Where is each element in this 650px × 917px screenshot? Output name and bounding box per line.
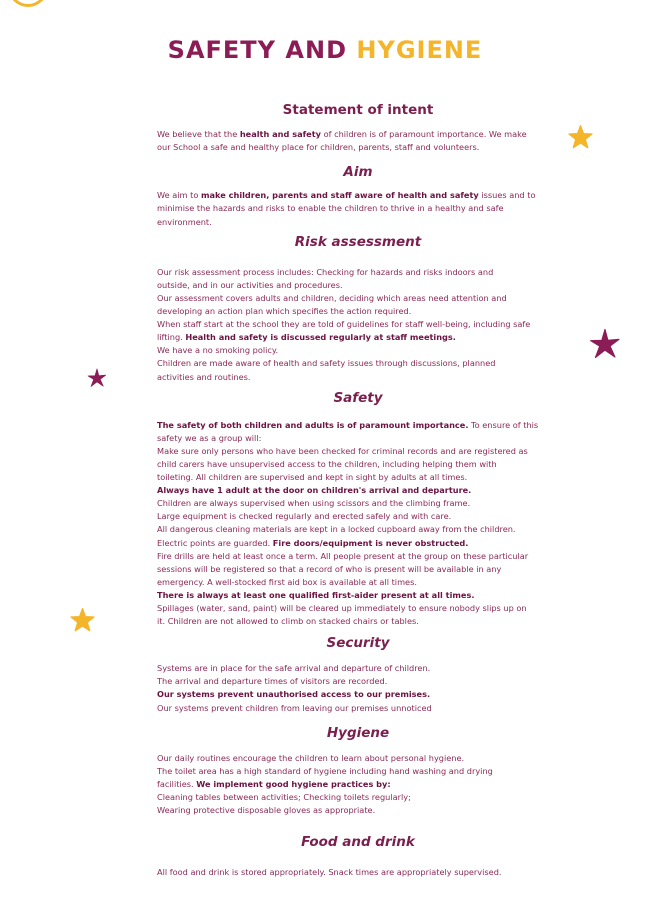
body-line — [157, 563, 529, 576]
body-line — [157, 866, 529, 879]
bold-text: We implement good hygiene practices by: — [196, 778, 391, 789]
text-run: Make sure only persons who have been checked for criminal records and are registered as — [157, 445, 528, 456]
text-run: Large equipment is checked regularly and erected safely and with care. — [157, 511, 452, 522]
text-run: of children is of paramount importance. We make — [320, 129, 527, 140]
text-run: our School a safe and healthy place for children, parents, staff and volunteers. — [157, 142, 480, 153]
body-line — [157, 778, 529, 791]
text-run: Children are always supervised when using scissors and the climbing frame. — [157, 498, 471, 509]
gold-star-icon — [69, 607, 96, 634]
text-run: Fire drills are held at least once a term. All people present at the group on these particular — [157, 550, 529, 561]
body-line — [157, 615, 529, 628]
text-run: emergency. A well-stocked first aid box is available at all times. — [157, 576, 417, 587]
section-heading: Aim — [343, 164, 373, 181]
body-line — [157, 216, 529, 229]
policy-body — [157, 102, 539, 879]
body-line — [157, 445, 529, 458]
bold-text: There is always at least one qualified first-aider present at all times. — [157, 589, 475, 600]
body-line — [157, 662, 529, 675]
text-run: environment. — [157, 216, 212, 227]
text-run: The toilet area has a high standard of hygiene including hand washing and drying — [157, 765, 493, 776]
text-run: developing an action plan which specifies the action required. — [157, 306, 412, 317]
body-line — [157, 602, 529, 615]
body-line — [157, 484, 529, 497]
section-risk-assessment — [157, 233, 531, 384]
body-line — [157, 432, 529, 445]
section-safety — [157, 389, 539, 629]
text-run: Our risk assessment process includes: Checking for hazards and risks indoors and — [157, 266, 494, 277]
section-hygiene — [157, 724, 529, 818]
section-food-and-drink — [157, 836, 529, 879]
body-line — [157, 510, 529, 523]
section-heading: Safety — [333, 389, 383, 406]
body-line — [157, 752, 529, 765]
bold-text: make children, parents and staff aware of health and safety — [200, 190, 479, 201]
decorative-arc — [8, 0, 48, 7]
text-run: Our systems prevent children from leaving our premises unnoticed — [157, 702, 432, 713]
text-run: We believe that the — [157, 129, 240, 140]
text-run: sessions will be registered so that a record of who is present will be available in any — [157, 563, 502, 574]
text-run: outside, and in our activities and procedures. — [157, 279, 343, 290]
body-line — [157, 471, 529, 484]
bold-text: health and safety — [239, 129, 321, 140]
section-heading: Security — [326, 635, 390, 652]
body-line — [157, 791, 529, 804]
text-run: facilities. — [157, 778, 197, 789]
text-run: Spillages (water, sand, paint) will be cleared up immediately to ensure nobody slips up on — [157, 603, 527, 613]
text-run: We have a no smoking policy. — [157, 345, 279, 356]
bold-text: The safety of both children and adults is of paramount importance. — [157, 419, 469, 430]
body-line — [157, 804, 529, 817]
body-line — [157, 357, 529, 370]
text-run: Wearing protective disposable gloves as appropriate. — [157, 805, 376, 816]
section-heading: Food and drink — [301, 834, 415, 851]
gold-star-icon — [567, 124, 594, 151]
body-line — [157, 141, 529, 154]
body-line — [157, 765, 529, 778]
title-part-1: SAFETY AND — [167, 36, 347, 64]
text-run: Electric points are guarded. — [157, 537, 273, 548]
body-line — [157, 344, 529, 357]
body-line — [157, 523, 529, 536]
body-line — [157, 688, 529, 701]
text-run: minimise the hazards and risks to enable the children to thrive in a healthy and safe — [157, 203, 504, 214]
bold-text: Our systems prevent unauthorised access to our premises. — [157, 689, 431, 700]
text-run: activities and routines. — [157, 371, 251, 382]
text-run: When staff start at the school they are told of guidelines for staff well-being, including safe — [157, 319, 531, 330]
page-title — [0, 36, 650, 64]
text-run: We aim to — [157, 190, 201, 201]
text-run: Our daily routines encourage the children to learn about personal hygiene. — [157, 752, 465, 763]
text-run: issues and to — [478, 190, 536, 201]
text-run: it. Children are not allowed to climb on stacked chairs or tables. — [157, 616, 419, 627]
body-line — [157, 497, 529, 510]
text-run: All dangerous cleaning materials are kept in a locked cupboard away from the children. — [157, 524, 516, 535]
text-run: Systems are in place for the safe arrival and departure of children. — [157, 663, 431, 674]
bold-text: Fire doors/equipment is never obstructed. — [272, 537, 469, 548]
body-line — [157, 702, 529, 715]
body-line — [157, 128, 529, 141]
body-line — [157, 550, 529, 563]
body-line — [157, 318, 529, 331]
text-run: Cleaning tables between activities; Checking toilets regularly; — [157, 792, 411, 803]
body-line — [157, 589, 529, 602]
text-run: toileting. All children are supervised and kept in sight by adults at all times. — [157, 472, 468, 483]
title-part-2: HYGIENE — [356, 36, 483, 64]
text-run: safety we as a group will: — [157, 432, 262, 443]
section-statement-of-intent — [157, 104, 529, 154]
body-line — [157, 331, 529, 344]
body-line — [157, 279, 529, 292]
text-run: Children are made aware of health and safety issues through discussions, planned — [157, 358, 496, 369]
section-aim — [157, 164, 536, 228]
section-heading: Risk assessment — [294, 233, 422, 250]
section-heading: Statement of intent — [282, 102, 434, 118]
body-line — [157, 202, 529, 215]
body-line — [157, 458, 529, 471]
body-line — [157, 189, 536, 202]
text-run: All food and drink is stored appropriately. Snack times are appropriately supervised. — [157, 867, 502, 878]
maroon-star-icon — [589, 328, 621, 360]
maroon-star-icon — [87, 368, 107, 388]
bold-text: Always have 1 adult at the door on children's arrival and departure. — [157, 485, 472, 496]
text-run: The arrival and departure times of visitors are recorded. — [157, 676, 388, 687]
text-run: To ensure of this — [468, 419, 539, 430]
body-line — [157, 305, 529, 318]
body-line — [157, 371, 529, 384]
text-run: child carers have unsupervised access to the children, including helping them with — [157, 458, 497, 469]
section-heading: Hygiene — [326, 724, 390, 741]
body-line — [157, 266, 529, 279]
section-security — [157, 637, 529, 714]
bold-text: Health and safety is discussed regularly at staff meetings. — [185, 332, 456, 343]
body-line — [157, 537, 529, 550]
body-line — [157, 419, 539, 432]
body-line — [157, 675, 529, 688]
text-run: lifting. — [157, 332, 186, 343]
body-line — [157, 292, 529, 305]
text-run: Our assessment covers adults and children, deciding which areas need attention and — [157, 292, 507, 303]
body-line — [157, 576, 529, 589]
